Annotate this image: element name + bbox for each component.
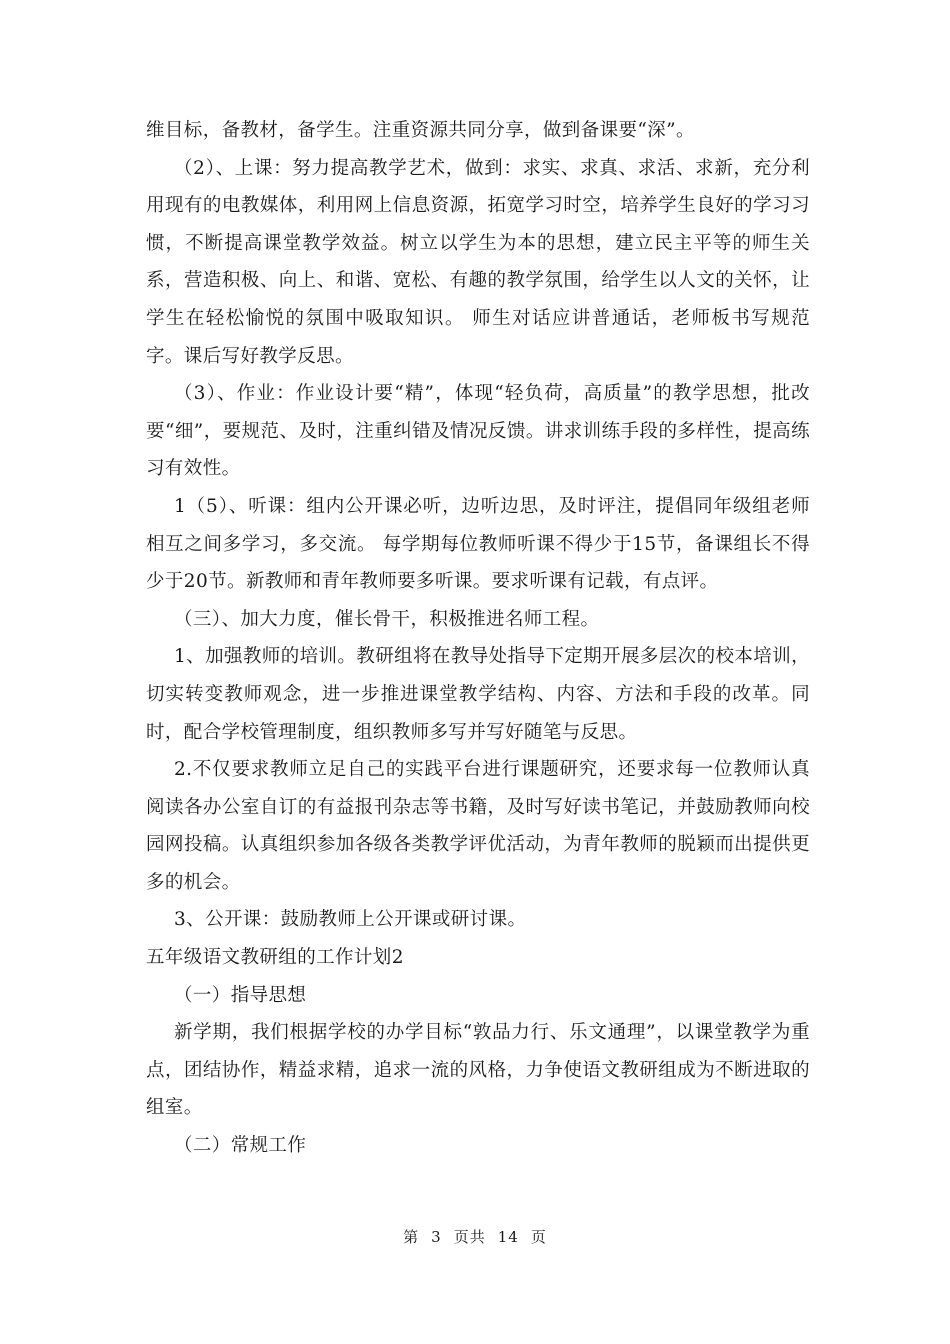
paragraph-teacher-training: 1、加强教师的培训。教研组将在教导处指导下定期开展多层次的校本培训，切实转变教师观念，进一步推进课堂教学结构、内容、方法和手段的改革。同时，配合学校管理制度，组织教师多写并写好随笔与反思。 — [146, 646, 810, 743]
page-footer — [0, 1226, 950, 1247]
heading-routine-work: （二）常规工作 — [174, 1135, 307, 1157]
paragraph-class-teaching: （2）、上课：努力提高教学艺术，做到：求实、求真、求活、求新，充分利用现有的电教媒体，利用网上信息资源，拓宽学习时空，培养学生良好的学习习惯，不断提高课堂教学效益。树立以学生为本的思想，建立民主平等的师生关系，营造积极、向上、和谐、宽松、有趣的教学氛围，给学生以人文的关怀，让学生在轻松愉悦的氛围中吸取知识。 师生对话应讲普通话，老师板书写规范字。课后写好教学反思。 — [146, 157, 810, 367]
document-body — [146, 112, 810, 1165]
heading-guiding-ideology: （一）指导思想 — [174, 984, 307, 1006]
footer-prefix: 第 — [403, 1228, 420, 1246]
paragraph-research: 2.不仅要求教师立足自己的实践平台进行课题研究，还要求每一位教师认真阅读各办公室自订的有益报刊杂志等书籍，及时写好读书笔记，并鼓励教师向校园网投稿。认真组织参加各级各类教学评优活动，为青年教师的脱颖而出提供更多的机会。 — [146, 759, 810, 893]
section-title-plan-2: 五年级语文教研组的工作计划2 — [146, 947, 404, 969]
paragraph-homework: （3）、作业：作业设计要“精”，体现“轻负荷，高质量”的教学思想，批改要“细”，要规范、及时，注重纠错及情况反馈。讲求训练手段的多样性，提高练习有效性。 — [146, 383, 810, 480]
footer-total-pages: 14 — [497, 1228, 519, 1246]
footer-current-page: 3 — [431, 1228, 442, 1246]
paragraph-continued: 维目标，备教材，备学生。注重资源共同分享，做到备课要“深”。 — [146, 120, 695, 141]
paragraph-lesson-observation: 1（5）、听课：组内公开课必听，边听边思，及时评注，提倡同年级组老师相互之间多学习，多交流。 每学期每位教师听课不得少于15节，备课组长不得少于20节。新教师和青年教师要多听课。要求听课有记载，有点评。 — [146, 495, 810, 593]
paragraph-section-three-heading: （三）、加大力度，催长骨干，积极推进名师工程。 — [174, 608, 600, 630]
paragraph-new-semester: 新学期，我们根据学校的办学目标“敦品力行、乐文通理”，以课堂教学为重点，团结协作，精益求精，追求一流的风格，力争使语文教研组成为不断进取的组室。 — [146, 1022, 810, 1119]
footer-suffix: 页 — [530, 1228, 547, 1246]
footer-middle: 页共 — [453, 1228, 486, 1246]
paragraph-open-class: 3、公开课：鼓励教师上公开课或研讨课。 — [174, 909, 527, 931]
